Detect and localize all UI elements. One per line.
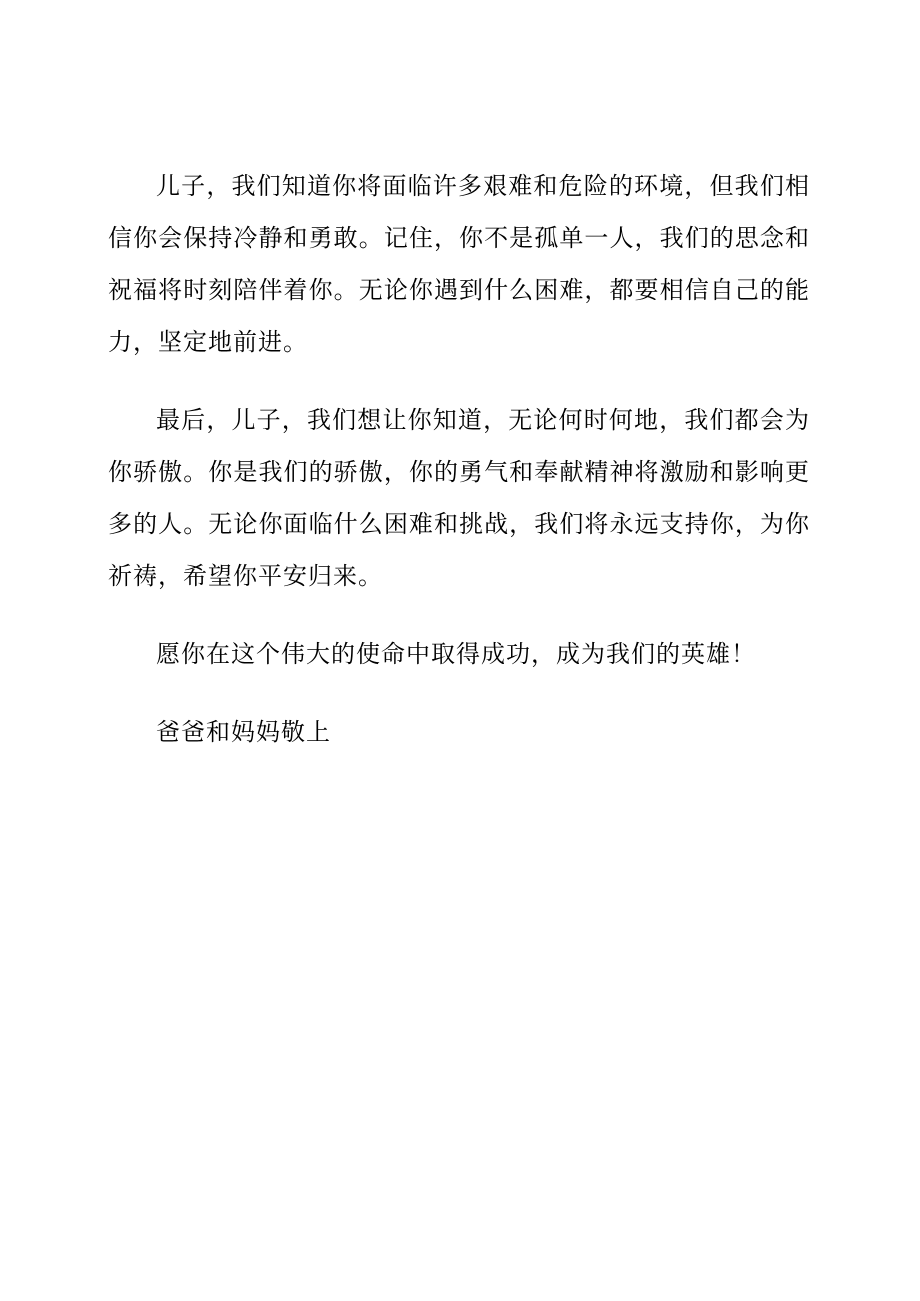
letter-paragraph: 儿子，我们知道你将面临许多艰难和危险的环境，但我们相信你会保持冷静和勇敢。记住，你不是孤单一人，我们的思念和祝福将时刻陪伴着你。无论你遇到什么困难，都要相信自己的能力，坚定地前进。 xyxy=(108,172,810,356)
letter-paragraph: 最后，儿子，我们想让你知道，无论何时何地，我们都会为你骄傲。你是我们的骄傲，你的勇气和奉献精神将激励和影响更多的人。无论你面临什么困难和挑战，我们将永远支持你，为你祈祷，希望你平安归来。 xyxy=(108,406,810,590)
signature: 爸爸和妈妈敬上 xyxy=(156,718,331,746)
closing-wish: 愿你在这个伟大的使命中取得成功，成为我们的英雄！ xyxy=(156,640,756,668)
letter-body xyxy=(108,160,810,784)
